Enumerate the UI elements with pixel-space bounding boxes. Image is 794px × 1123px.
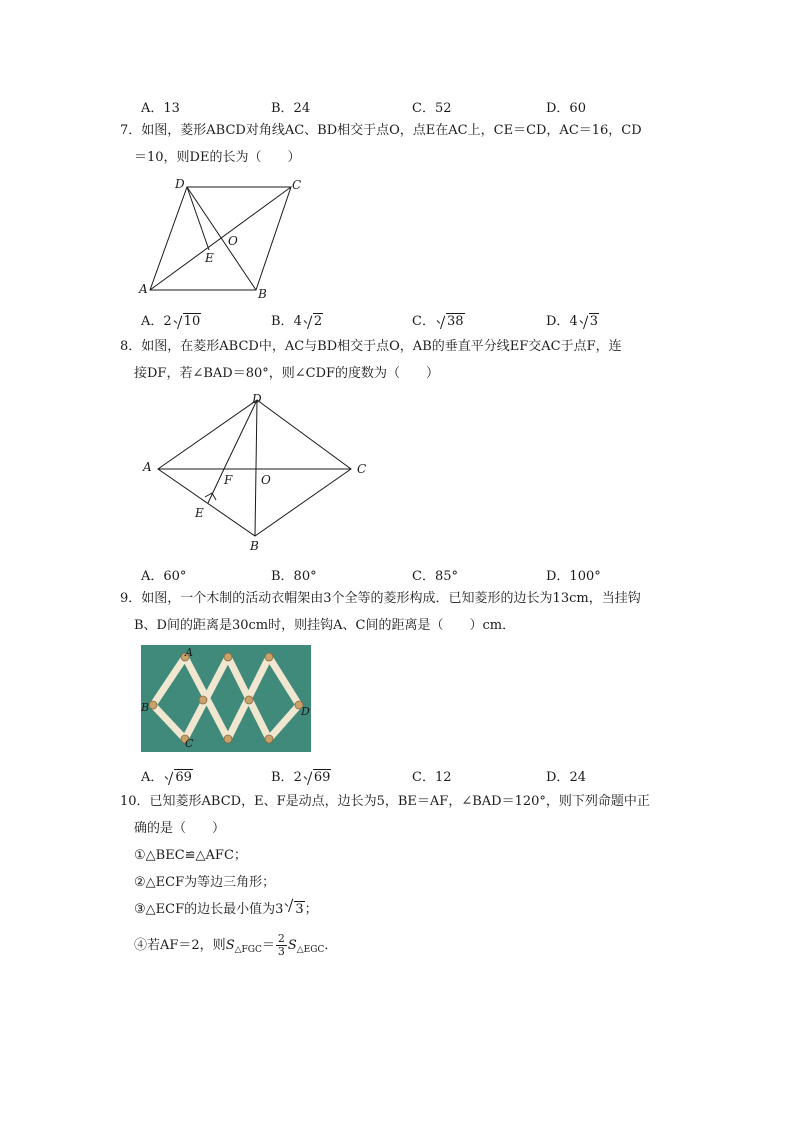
q7-diagonal-bd [187,187,256,290]
q8-diagonal-bd [255,400,257,536]
q10-number: 10． [120,794,150,809]
q10-fraction: $\frac{2}{3}$ [277,932,285,958]
q8-label-e: E [195,506,204,520]
q9-label-a: A [185,646,193,659]
q7-option-d: D．4 3 [546,314,598,329]
q7-option-a: A．2 10 [141,314,201,329]
q7-text-line1: 如图，菱形ABCD对角线AC、BD相交于点O，点E在AC上，CE＝CD，AC＝16，CD [141,123,642,138]
q8-option-d: D．100° [546,569,601,584]
q8-option-b: B．80° [271,569,317,584]
q9-number: 9． [120,591,142,606]
q9-label-d: D [301,705,310,718]
q7-text-line2: ＝10，则DE的长为（ ） [134,150,301,165]
q6-option-c: C．52 [412,101,452,116]
q8-option-a: A．60° [141,569,187,584]
q9-label-b: B [141,701,150,714]
q7-label-o: O [228,234,238,248]
q9-text-line1: 如图，一个木制的活动衣帽架由3个全等的菱形构成．已知菱形的边长为13cm，当挂钩 [141,591,641,606]
q8-perpendicular-ef [208,469,224,503]
q8-label-c: C [357,462,367,476]
q8-label-a: A [143,460,152,474]
q9-option-a: A． 69 [141,770,192,785]
q7-option-b: B．4 2 [271,314,323,329]
q9-wooden-lattice [153,657,299,739]
q8-label-f: F [224,473,233,487]
q8-number: 8． [120,339,142,354]
q9-option-c: C．12 [412,770,452,785]
q10-stem-line1 [120,789,650,815]
q9-option-b: B．2 69 [271,770,331,785]
q8-rhombus-figure [138,390,378,555]
q6-option-d: D．60 [546,101,586,116]
q10-statement-1: ①△BEC≌△AFC； [134,848,247,863]
q8-text-line1: 如图，在菱形ABCD中，AC与BD相交于点O，AB的垂直平分线EF交AC于点F，连 [141,339,622,354]
q8-segment-df [224,400,257,469]
q9-stem-line1 [120,586,641,612]
q8-rhombus [158,400,351,536]
q7-label-e: E [205,251,214,265]
q9-coat-rack-photo [141,645,311,752]
q7-label-d: D [175,177,185,191]
q7-label-b: B [258,287,267,301]
q7-number: 7． [120,123,142,138]
q8-right-angle-mark [205,493,216,500]
q7-segment-de [187,187,209,250]
q10-statement-3: ③△ECF的边长最小值为3 3； [134,897,318,923]
q6-option-b: B．24 [271,101,311,116]
q7-label-a: A [139,282,148,296]
q8-stem-line1 [120,334,622,360]
q10-statement-2: ②△ECF为等边三角形； [134,875,276,890]
q7-rhombus-figure [130,172,310,302]
q6-option-a: A．13 [141,101,180,116]
q8-option-c: C．85° [412,569,458,584]
q8-text-line2: 接DF，若∠BAD＝80°，则∠CDF的度数为（ ） [134,366,440,381]
q8-label-o: O [261,473,271,487]
q7-label-c: C [292,178,302,192]
q9-text-line2: B、D间的距离是30cm时，则挂钩A、C间的距离是（ ）cm． [134,618,516,633]
q10-text-line1: 已知菱形ABCD，E、F是动点，边长为5，BE＝AF，∠BAD＝120°，则下列命题中正 [149,794,650,809]
q7-diagonal-ac [150,187,291,290]
q8-label-d: D [252,392,262,406]
q9-option-d: D．24 [546,770,586,785]
q7-option-c: C． 38 [412,314,464,329]
q10-text-line2: 确的是（ ） [134,821,226,836]
q9-label-c: C [185,737,194,750]
q7-stem-line1 [120,118,642,144]
q10-statement-4: ④若AF＝2，则$S_{\triangle FGC}=$ $\frac{2}{3}$ $S_{\triangle EGC}$． [134,932,338,958]
q8-label-b: B [250,539,259,553]
